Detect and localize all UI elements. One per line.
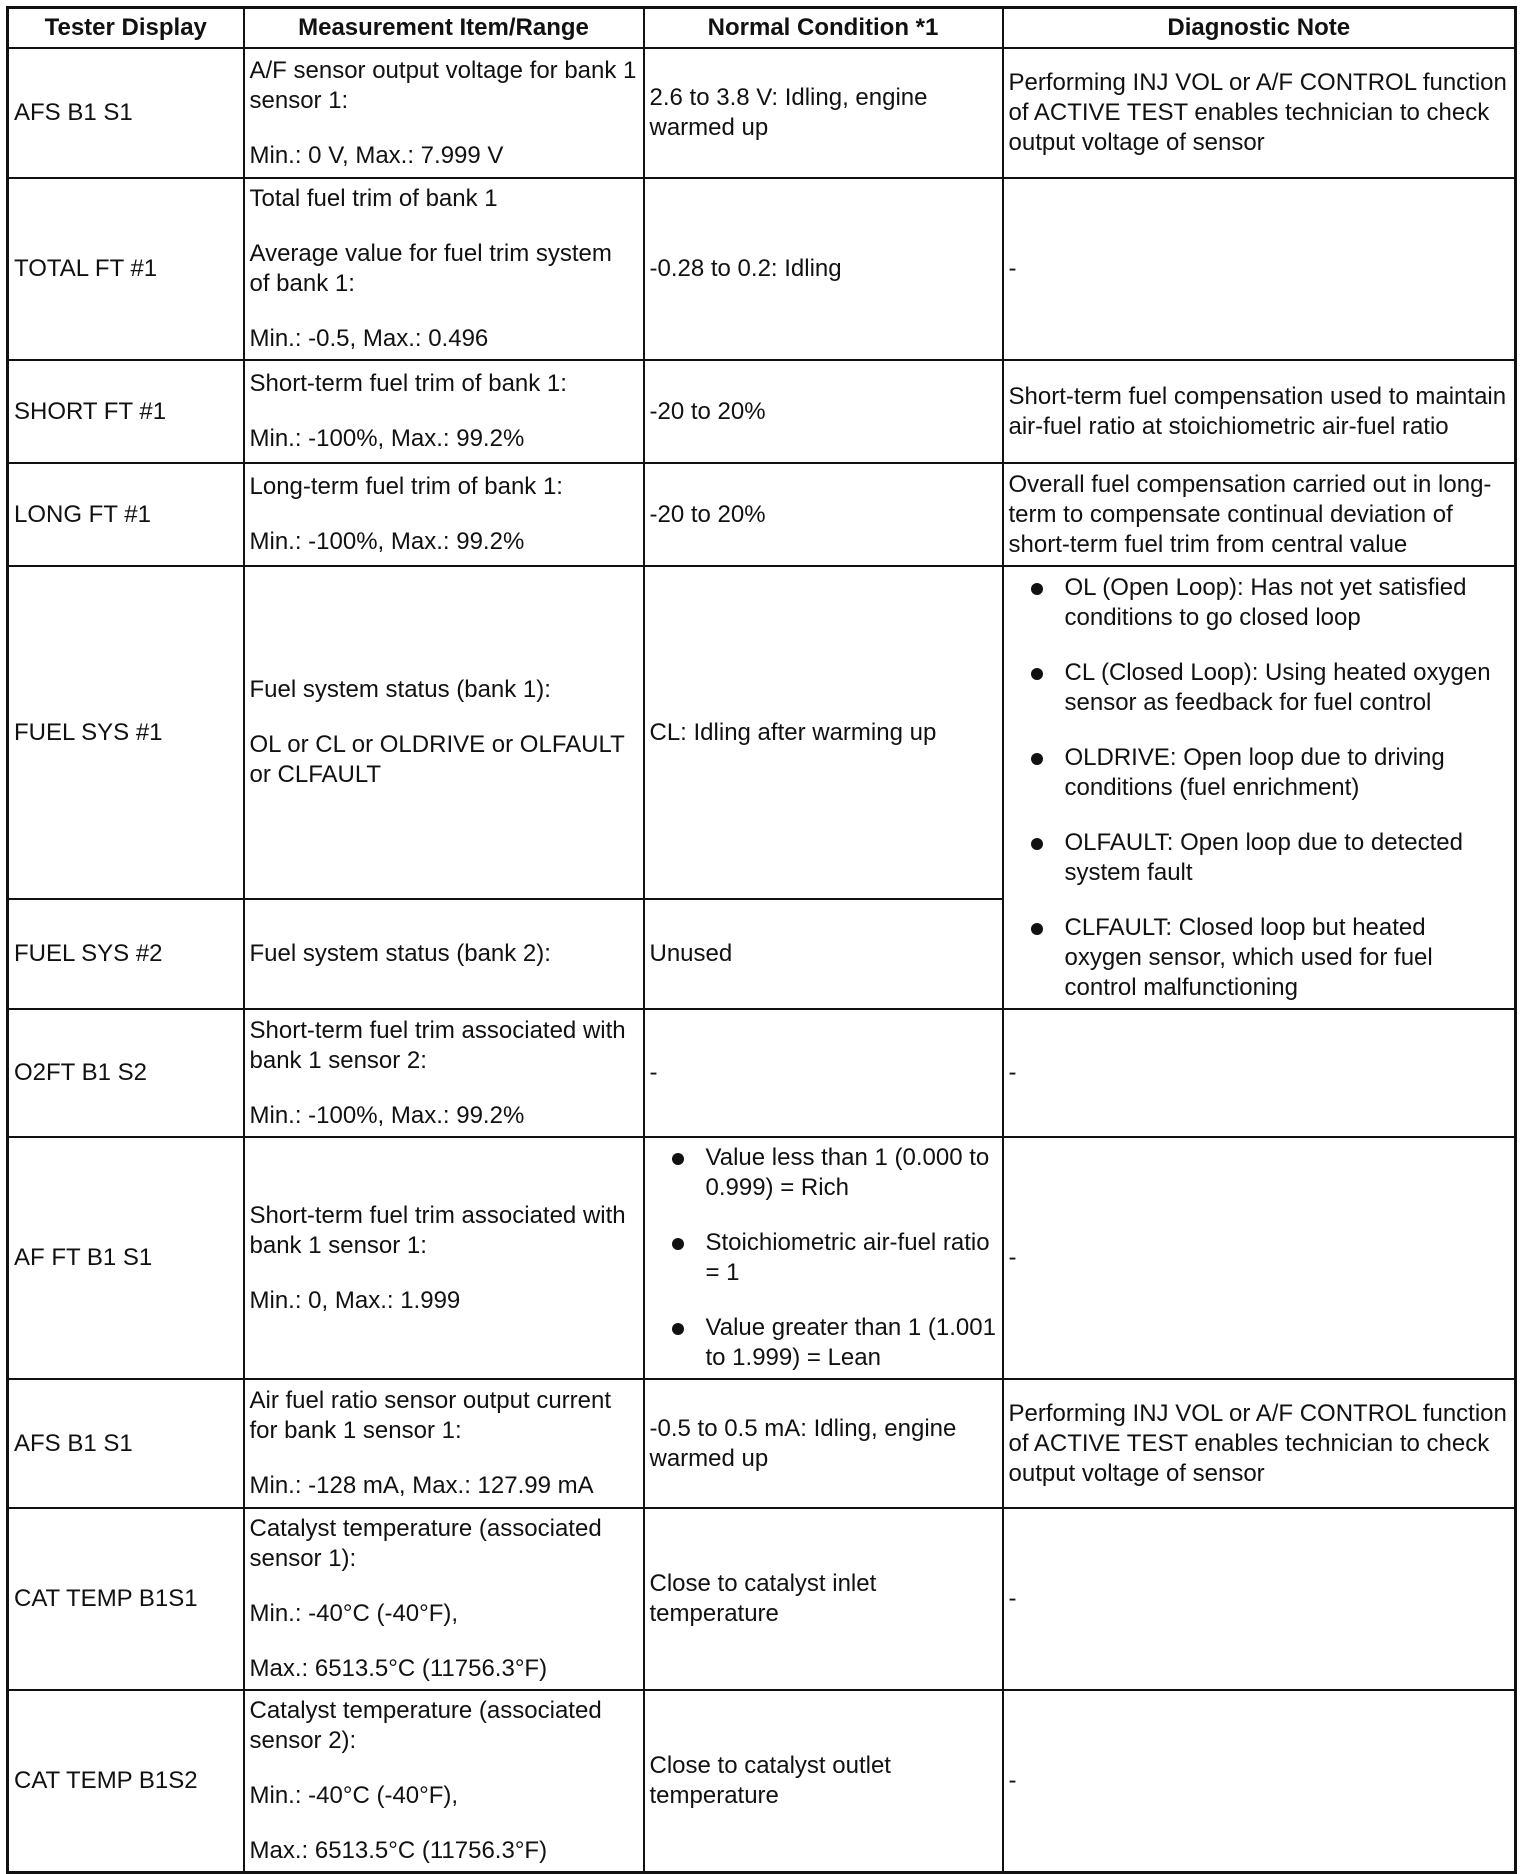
measurement-cell: Short-term fuel trim associated with bank 1 sensor 2: Min.: -100%, Max.: 99.2%	[244, 1009, 644, 1137]
measurement-cell: Fuel system status (bank 1): OL or CL or OLDRIVE or OLFAULT or CLFAULT	[244, 566, 644, 899]
list-item: Value greater than 1 (1.001 to 1.999) = Lean	[650, 1313, 997, 1373]
normal-condition-cell: -	[644, 1009, 1003, 1137]
list-item: OLFAULT: Open loop due to detected system fault	[1009, 828, 1510, 888]
table-row	[8, 48, 1516, 178]
header-tester-display: Tester Display	[8, 8, 244, 49]
header-normal-condition: Normal Condition *1	[644, 8, 1003, 49]
diagnostic-note-cell: Short-term fuel compensation used to maintain air-fuel ratio at stoichiometric air-fuel ratio	[1003, 360, 1516, 463]
normal-condition-cell: -20 to 20%	[644, 463, 1003, 566]
normal-condition-cell: -0.5 to 0.5 mA: Idling, engine warmed up	[644, 1379, 1003, 1508]
measurement-cell: Air fuel ratio sensor output current for bank 1 sensor 1: Min.: -128 mA, Max.: 127.99 mA	[244, 1379, 644, 1508]
normal-condition-cell	[644, 1137, 1003, 1379]
list-item: CL (Closed Loop): Using heated oxygen sensor as feedback for fuel control	[1009, 658, 1510, 718]
normal-condition-cell: -20 to 20%	[644, 360, 1003, 463]
diagnostic-note-cell: Overall fuel compensation carried out in long-term to compensate continual deviation of short-term fuel trim from central value	[1003, 463, 1516, 566]
fuel-system-status-list	[1009, 573, 1510, 1003]
tester-display-cell: AFS B1 S1	[8, 48, 244, 178]
diagnostic-note-cell: -	[1003, 1690, 1516, 1872]
list-item: OL (Open Loop): Has not yet satisfied conditions to go closed loop	[1009, 573, 1510, 633]
table-row	[8, 1690, 1516, 1872]
tester-display-cell: CAT TEMP B1S1	[8, 1508, 244, 1690]
diagnostic-note-cell: Performing INJ VOL or A/F CONTROL function of ACTIVE TEST enables technician to check output voltage of sensor	[1003, 1379, 1516, 1508]
tester-display-cell: FUEL SYS #1	[8, 566, 244, 899]
diagnostic-note-cell	[1003, 566, 1516, 1009]
list-item: Stoichiometric air-fuel ratio = 1	[650, 1228, 997, 1288]
table-row	[8, 1379, 1516, 1508]
header-measurement: Measurement Item/Range	[244, 8, 644, 49]
measurement-cell: Total fuel trim of bank 1 Average value for fuel trim system of bank 1: Min.: -0.5, Max.: 0.496	[244, 178, 644, 360]
table-header-row	[8, 8, 1516, 49]
table-row	[8, 360, 1516, 463]
normal-condition-cell: Unused	[644, 899, 1003, 1009]
tester-display-cell: FUEL SYS #2	[8, 899, 244, 1009]
normal-condition-cell: -0.28 to 0.2: Idling	[644, 178, 1003, 360]
tester-display-cell: AF FT B1 S1	[8, 1137, 244, 1379]
measurement-cell: A/F sensor output voltage for bank 1 sensor 1: Min.: 0 V, Max.: 7.999 V	[244, 48, 644, 178]
header-diagnostic-note: Diagnostic Note	[1003, 8, 1516, 49]
tester-display-cell: SHORT FT #1	[8, 360, 244, 463]
measurement-cell: Long-term fuel trim of bank 1: Min.: -100%, Max.: 99.2%	[244, 463, 644, 566]
tester-display-cell: CAT TEMP B1S2	[8, 1690, 244, 1872]
normal-condition-cell: CL: Idling after warming up	[644, 566, 1003, 899]
table-row	[8, 463, 1516, 566]
normal-condition-cell: 2.6 to 3.8 V: Idling, engine warmed up	[644, 48, 1003, 178]
tester-display-cell: LONG FT #1	[8, 463, 244, 566]
tester-display-cell: AFS B1 S1	[8, 1379, 244, 1508]
diagnostic-note-cell: -	[1003, 178, 1516, 360]
table-row	[8, 1009, 1516, 1137]
measurement-cell: Catalyst temperature (associated sensor 1): Min.: -40°C (-40°F), Max.: 6513.5°C (11756.3°F)	[244, 1508, 644, 1690]
table-row	[8, 566, 1516, 899]
data-list-table	[6, 6, 1517, 1874]
list-item: OLDRIVE: Open loop due to driving conditions (fuel enrichment)	[1009, 743, 1510, 803]
list-item: Value less than 1 (0.000 to 0.999) = Rich	[650, 1143, 997, 1203]
measurement-cell: Fuel system status (bank 2):	[244, 899, 644, 1009]
list-item: CLFAULT: Closed loop but heated oxygen sensor, which used for fuel control malfunctioning	[1009, 913, 1510, 1003]
tester-display-cell: O2FT B1 S2	[8, 1009, 244, 1137]
normal-condition-cell: Close to catalyst outlet temperature	[644, 1690, 1003, 1872]
tester-display-cell: TOTAL FT #1	[8, 178, 244, 360]
table-row	[8, 1508, 1516, 1690]
diagnostic-note-cell: -	[1003, 1009, 1516, 1137]
measurement-cell: Catalyst temperature (associated sensor 2): Min.: -40°C (-40°F), Max.: 6513.5°C (11756.3°F)	[244, 1690, 644, 1872]
normal-condition-cell: Close to catalyst inlet temperature	[644, 1508, 1003, 1690]
diagnostic-note-cell: -	[1003, 1508, 1516, 1690]
measurement-cell: Short-term fuel trim associated with bank 1 sensor 1: Min.: 0, Max.: 1.999	[244, 1137, 644, 1379]
table-row	[8, 1137, 1516, 1379]
diagnostic-note-cell: Performing INJ VOL or A/F CONTROL function of ACTIVE TEST enables technician to check output voltage of sensor	[1003, 48, 1516, 178]
diagnostic-note-cell: -	[1003, 1137, 1516, 1379]
table-row	[8, 178, 1516, 360]
measurement-cell: Short-term fuel trim of bank 1: Min.: -100%, Max.: 99.2%	[244, 360, 644, 463]
ratio-condition-list	[650, 1143, 997, 1373]
